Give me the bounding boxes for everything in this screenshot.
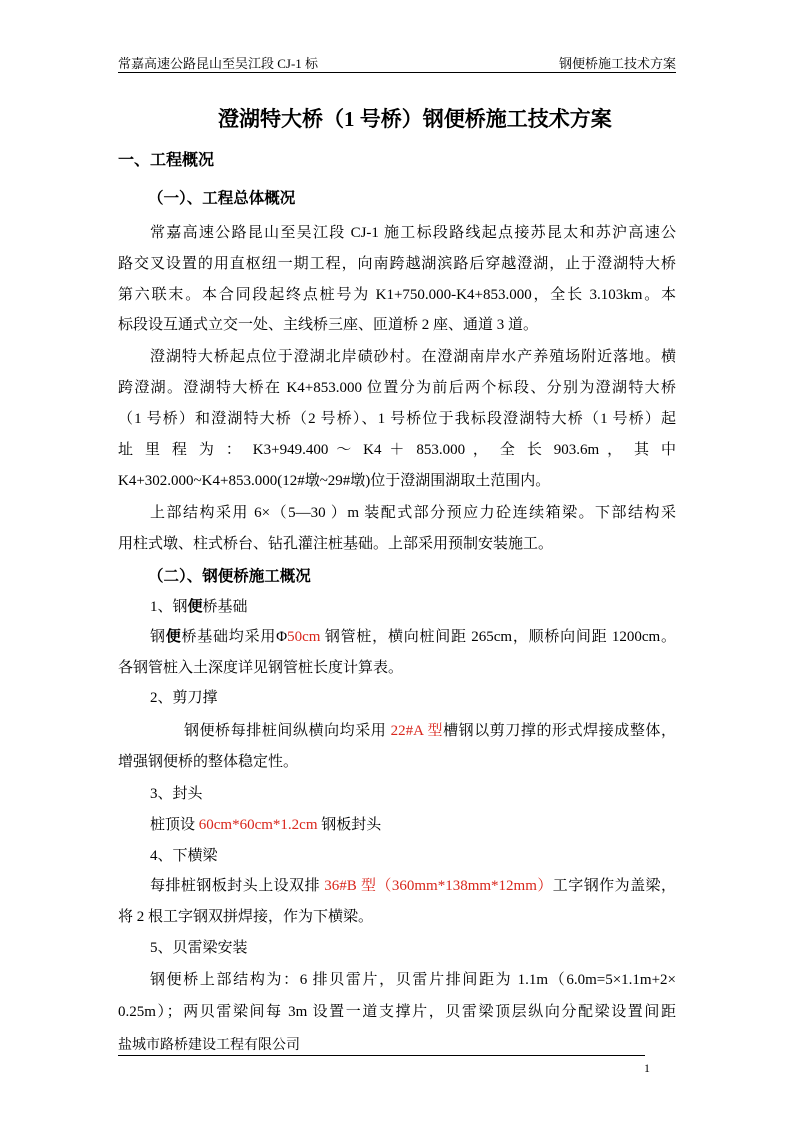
bailey-line-1: 钢便桥上部结构为：6 排贝雷片，贝雷片排间距为 1.1m（6.0m=5×1.1m+2× — [150, 972, 676, 988]
header-project: 常嘉高速公路昆山至吴江段 CJ-1 标 — [118, 56, 319, 71]
item-title-cap: 3、封头 — [150, 786, 203, 802]
paragraph-line: 用柱式墩、柱式桥台、钻孔灌注桩基础。上部采用预制安装施工。 — [118, 536, 554, 552]
subsection-heading-general: （一）、工程总体概况 — [148, 190, 296, 207]
paragraph-line: 址 里 程 为 ： K3+949.400 ～ K4 ＋ 853.000 ， 全 长 903.6m ， 其 中 — [118, 442, 676, 458]
highlight-spec: 50cm — [287, 629, 321, 645]
text-segment: 钢 — [150, 629, 166, 645]
highlight-spec: 60cm*60cm*1.2cm — [198, 817, 318, 833]
text-segment: 槽钢以剪刀撑的形式焊接成整体， — [443, 723, 676, 739]
bracing-line-2: 增强钢便桥的整体稳定性。 — [118, 754, 299, 770]
header-doc-title: 钢便桥施工技术方案 — [558, 56, 676, 71]
text-segment: 钢板封头 — [317, 817, 382, 833]
paragraph-line: 常嘉高速公路昆山至吴江段 CJ-1 施工标段路线起点接苏昆太和苏沪高速公 — [150, 225, 676, 241]
crossbeam-line-2: 将 2 根工字钢双拼焊接，作为下横梁。 — [118, 909, 374, 925]
paragraph-line: （1 号桥）和澄湖特大桥（2 号桥）、1 号桥位于我标段澄湖特大桥（1 号桥）起 — [118, 411, 676, 427]
paragraph-line: 澄湖特大桥起点位于澄湖北岸碛砂村。在澄湖南岸水产养殖场附近落地。横 — [150, 349, 676, 365]
page-number: 1 — [644, 1061, 650, 1075]
item-title-text: 便 — [187, 599, 203, 615]
text-segment: 钢便桥每排桩间纵横向均采用 — [184, 723, 391, 739]
item-title-text: 桥基础 — [202, 599, 248, 615]
header-rule — [118, 72, 676, 73]
paragraph-line: 第六联末。本合同段起终点桩号为 K1+750.000-K4+853.000，全长 3.103km。本 — [118, 287, 676, 303]
item-title-bracing: 2、剪刀撑 — [150, 690, 218, 706]
text-segment: 便 — [165, 629, 182, 645]
highlight-spec: 36#B 型（360mm*138mm*12mm） — [324, 878, 553, 894]
item-title-crossbeam: 4、下横梁 — [150, 848, 218, 864]
crossbeam-line-1 — [150, 876, 676, 896]
footer-company: 盐城市路桥建设工程有限公司 — [118, 1038, 300, 1053]
page-title: 澄湖特大桥（1 号桥）钢便桥施工技术方案 — [218, 107, 612, 131]
paragraph-line: 上部结构采用 6×（5—30 ）m 装配式部分预应力砼连续箱梁。下部结构采 — [150, 505, 676, 521]
cap-line-1 — [150, 815, 676, 835]
paragraph-line: K4+302.000~K4+853.000(12#墩~29#墩)位于澄湖围湖取土范围内。 — [118, 473, 551, 489]
item-title-text: 1、钢 — [150, 599, 188, 615]
text-segment: 每排桩钢板封头上设双排 — [150, 878, 325, 894]
foundation-line-1 — [150, 627, 676, 647]
foundation-line-2: 各钢管桩入土深度详见钢管桩长度计算表。 — [118, 660, 404, 676]
highlight-spec: 22#A 型 — [390, 723, 444, 739]
text-segment: 工字钢作为盖梁， — [552, 878, 676, 894]
bailey-line-2: 0.25m）；两贝雷梁间每 3m 设置一道支撑片，贝雷梁顶层纵向分配梁设置间距 — [118, 1004, 676, 1020]
footer-rule — [118, 1055, 645, 1056]
item-title-bailey: 5、贝雷梁安装 — [150, 940, 248, 956]
section-heading-overview: 一、工程概况 — [118, 152, 215, 169]
text-segment: 桥基础均采用Φ — [181, 629, 288, 645]
text-segment: 桩顶设 — [150, 817, 199, 833]
paragraph-line: 路交叉设置的用直枢纽一期工程，向南跨越湖滨路后穿越澄湖，止于澄湖特大桥 — [118, 256, 676, 272]
paragraph-line: 标段设互通式立交一处、主线桥三座、匝道桥 2 座、通道 3 道。 — [118, 317, 539, 333]
subsection-heading-bridge: （二）、钢便桥施工概况 — [148, 568, 311, 585]
bracing-line-1 — [184, 721, 676, 741]
paragraph-line: 跨澄湖。澄湖特大桥在 K4+853.000 位置分为前后两个标段、分别为澄湖特大桥 — [118, 380, 676, 396]
item-title-foundation — [150, 597, 676, 617]
text-segment: 钢管桩，横向桩间距 265cm，顺桥向间距 1200cm。 — [320, 629, 676, 645]
